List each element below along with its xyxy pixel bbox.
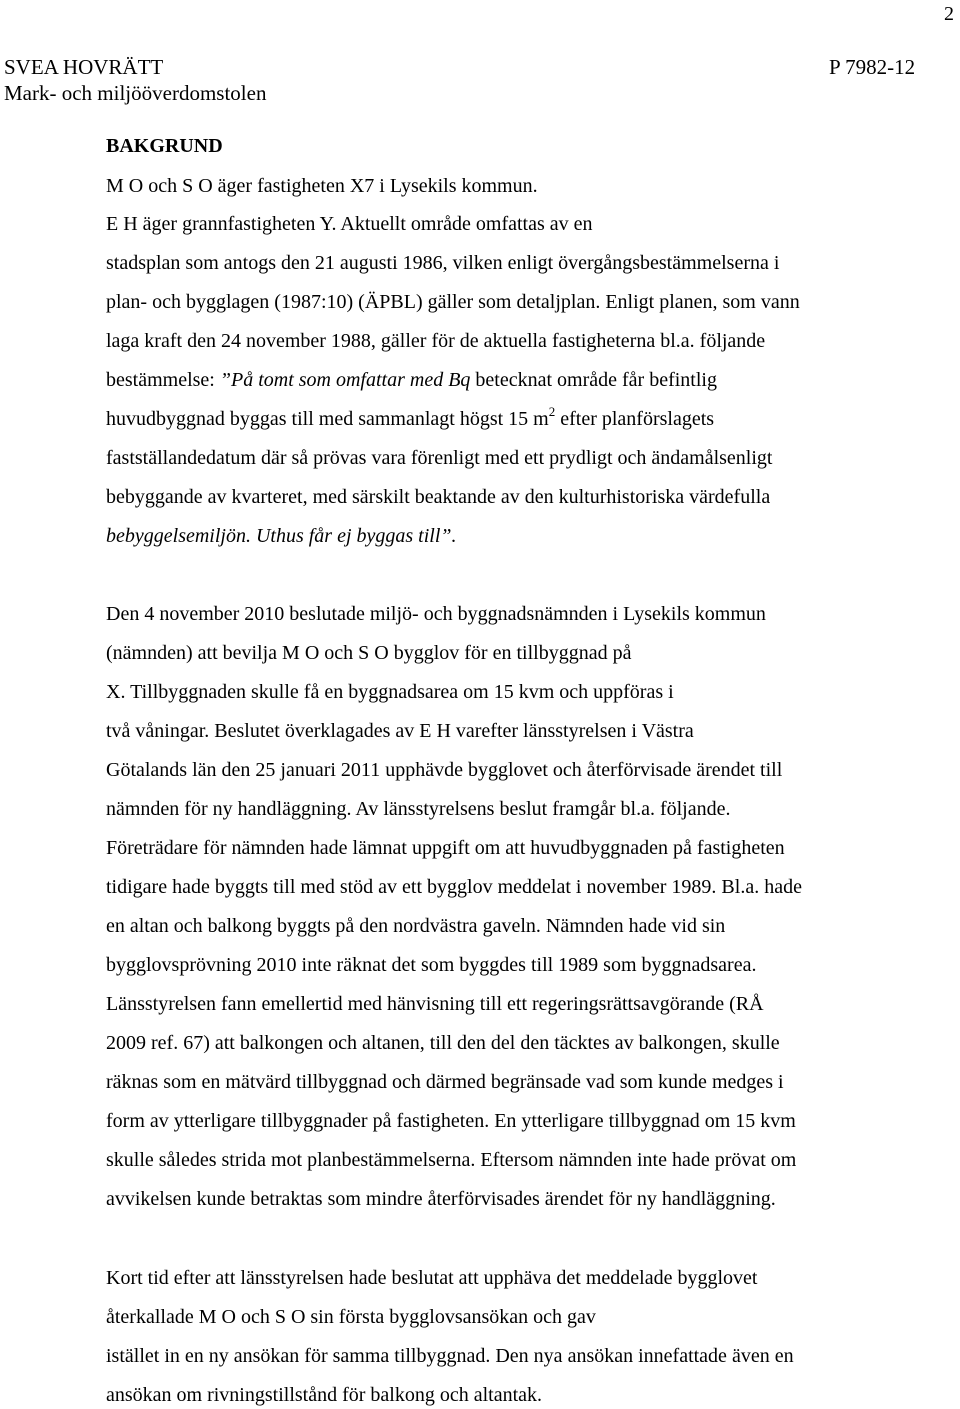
text-line: E H äger grannfastigheten Y. Aktuellt område omfattas av en: [106, 213, 593, 235]
quoted-regulation: ”På tomt som omfattar med Bq: [219, 369, 471, 391]
text-line: X. Tillbyggnaden skulle få en byggnadsarea om 15 kvm och uppföras i: [106, 681, 674, 703]
text-line: ansökan om rivningstillstånd för balkong och altantak.: [106, 1384, 543, 1406]
case-number: P 7982-12: [829, 55, 916, 79]
division-name: Mark- och miljööverdomstolen: [4, 81, 267, 105]
text-line: [106, 406, 714, 432]
quoted-regulation: bebyggelsemiljön. Uthus får ej byggas till”.: [106, 525, 457, 547]
text-line: M O och S O äger fastigheten X7 i Lysekils kommun.: [106, 175, 538, 197]
text-line: skulle således strida mot planbestämmelserna. Eftersom nämnden inte hade prövat om: [106, 1149, 797, 1171]
text-line: istället in en ny ansökan för samma tillbyggnad. Den nya ansökan innefattade även en: [106, 1345, 794, 1367]
text-line: 2009 ref. 67) att balkongen och altanen, till den del den täcktes av balkongen, skulle: [106, 1032, 780, 1054]
text-line: bebyggande av kvarteret, med särskilt beaktande av den kulturhistoriska värdefulla: [106, 486, 771, 508]
text-line: form av ytterligare tillbyggnader på fastigheten. En ytterligare tillbyggnad om 15 kvm: [106, 1110, 796, 1132]
page-number: 2: [944, 3, 954, 25]
text-line: stadsplan som antogs den 21 augusti 1986, vilken enligt övergångsbestämmelserna i: [106, 252, 780, 274]
text-segment: huvudbyggnad byggas till med sammanlagt högst 15 m: [106, 408, 549, 430]
text-line: Kort tid efter att länsstyrelsen hade beslutat att upphäva det meddelade bygglovet: [106, 1267, 758, 1289]
text-segment: efter planförslagets: [555, 408, 715, 430]
text-segment: bestämmelse:: [106, 369, 220, 391]
superscript: 2: [548, 404, 556, 419]
text-line: en altan och balkong byggts på den nordvästra gaveln. Nämnden hade vid sin: [106, 915, 726, 937]
text-line: Den 4 november 2010 beslutade miljö- och byggnadsnämnden i Lysekils kommun: [106, 603, 766, 625]
text-line: [106, 367, 717, 393]
text-line: Götalands län den 25 januari 2011 upphävde bygglovet och återförvisade ärendet till: [106, 759, 783, 781]
text-line: två våningar. Beslutet överklagades av E H varefter länsstyrelsen i Västra: [106, 720, 694, 742]
court-name: SVEA HOVRÄTT: [4, 55, 164, 79]
text-line: räknas som en mätvärd tillbyggnad och därmed begränsade vad som kunde medges i: [106, 1071, 784, 1093]
text-line: fastställandedatum där så prövas vara förenligt med ett prydligt och ändamålsenligt: [106, 447, 773, 469]
text-line: återkallade M O och S O sin första bygglovsansökan och gav: [106, 1306, 596, 1328]
section-heading: BAKGRUND: [106, 135, 223, 157]
text-line: avvikelsen kunde betraktas som mindre återförvisades ärendet för ny handläggning.: [106, 1188, 776, 1210]
text-line: laga kraft den 24 november 1988, gäller för de aktuella fastigheterna bl.a. följande: [106, 330, 766, 352]
text-line: nämnden för ny handläggning. Av länsstyrelsens beslut framgår bl.a. följande.: [106, 798, 731, 820]
text-segment: betecknat område får befintlig: [470, 369, 717, 391]
text-line: tidigare hade byggts till med stöd av ett bygglov meddelat i november 1989. Bl.a. hade: [106, 876, 802, 898]
text-line: [106, 523, 457, 549]
text-line: Länsstyrelsen fann emellertid med hänvisning till ett regeringsrättsavgörande (RÅ: [106, 993, 764, 1015]
text-line: Företrädare för nämnden hade lämnat uppgift om att huvudbyggnaden på fastigheten: [106, 837, 785, 859]
text-line: (nämnden) att bevilja M O och S O bygglov för en tillbyggnad på: [106, 642, 632, 664]
text-line: bygglovsprövning 2010 inte räknat det som byggdes till 1989 som byggnadsarea.: [106, 954, 757, 976]
text-line: plan- och bygglagen (1987:10) (ÄPBL) gäller som detaljplan. Enligt planen, som vann: [106, 291, 800, 313]
